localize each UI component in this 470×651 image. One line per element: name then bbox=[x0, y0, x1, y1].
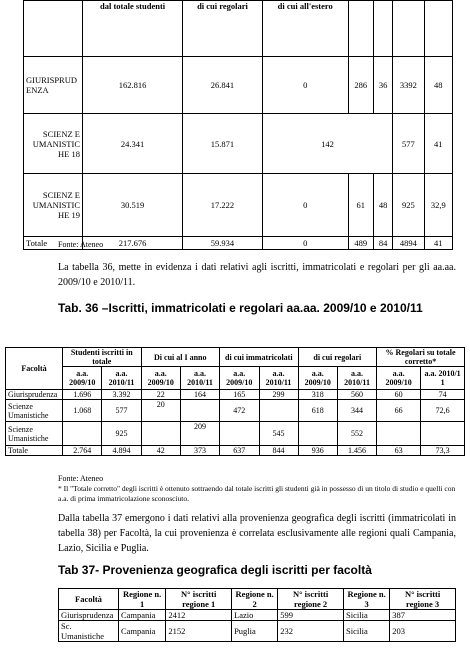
section-heading: Tab. 36 –Iscritti, immatricolati e regolari aa.aa. 2009/10 e 2010/11 bbox=[58, 301, 423, 315]
table-cell: 66 bbox=[377, 400, 421, 422]
table-cell: 59.934 bbox=[183, 237, 263, 250]
table-cell: 164 bbox=[181, 390, 220, 400]
table-cell: 203 bbox=[390, 621, 456, 642]
table-cell: 142 bbox=[262, 114, 392, 174]
table-cell: 24.341 bbox=[83, 114, 183, 174]
table-cell: 165 bbox=[220, 390, 259, 400]
table-cell: Campania bbox=[118, 621, 165, 642]
source-note: Fonte: Ateneo bbox=[58, 474, 104, 483]
row-label: SCIENZ E UMANISTIC HE 19 bbox=[24, 174, 83, 237]
table-cell: Puglia bbox=[232, 621, 278, 642]
table-cell: 4894 bbox=[393, 237, 424, 250]
table-cell: 41 bbox=[424, 114, 452, 174]
table-cell: 489 bbox=[348, 237, 373, 250]
table-header-cell: a.a. 2009/10 bbox=[377, 367, 421, 390]
table-cell: 618 bbox=[298, 400, 337, 422]
table-row bbox=[24, 114, 453, 174]
table-cell: 48 bbox=[373, 174, 392, 237]
row-label: GIURISPRUD ENZA bbox=[24, 57, 83, 114]
table-cell: 209 bbox=[181, 422, 220, 446]
table-cell: 22 bbox=[141, 390, 180, 400]
table-cell: 1.696 bbox=[63, 390, 102, 400]
table-header-cell: Di cui al I anno bbox=[141, 348, 220, 367]
table-cell: 72,6 bbox=[421, 400, 465, 422]
table-cell: 0 bbox=[262, 57, 348, 114]
enrollment-summary-table bbox=[23, 0, 453, 250]
row-label: Totale bbox=[6, 446, 63, 456]
table-subheader-row bbox=[6, 367, 465, 390]
table-cell: Campania bbox=[118, 610, 165, 621]
table-header-cell bbox=[24, 1, 83, 57]
table-row bbox=[59, 610, 456, 621]
table-header-cell: di cui regolari bbox=[298, 348, 377, 367]
table-cell: 299 bbox=[259, 390, 298, 400]
table-header-cell: di cui immatricolati bbox=[220, 348, 299, 367]
table-row bbox=[6, 400, 465, 422]
table-cell bbox=[181, 400, 220, 422]
table-cell bbox=[298, 422, 337, 446]
table-cell: 74 bbox=[421, 390, 465, 400]
table-cell: 26.841 bbox=[183, 57, 263, 114]
table-cell: 0 bbox=[262, 237, 348, 250]
table-header-cell: Regione n. 1 bbox=[118, 589, 165, 610]
table-header-cell: Regione n. 2 bbox=[232, 589, 278, 610]
table-cell: 84 bbox=[373, 237, 392, 250]
table-cell: 30.519 bbox=[83, 174, 183, 237]
table-cell: Lazio bbox=[232, 610, 278, 621]
row-label: Giurisprudenza bbox=[6, 390, 63, 400]
table-cell: 63 bbox=[377, 446, 421, 456]
geographic-origin-table-37 bbox=[58, 588, 456, 642]
paragraph: La tabella 36, mette in evidenza i dati relativi agli iscritti, immatricolati e regolari per gli aa.aa. 2009/10 e 2010/11. bbox=[58, 262, 456, 288]
table-header-cell bbox=[393, 1, 424, 57]
table-cell: 844 bbox=[259, 446, 298, 456]
table-header-cell: di cui all'estero bbox=[262, 1, 348, 57]
table-cell: 61 bbox=[348, 174, 373, 237]
table-cell: 560 bbox=[338, 390, 377, 400]
table-header-cell: Facoltà bbox=[6, 348, 63, 390]
table-row bbox=[6, 390, 465, 400]
paragraph: Dalla tabella 37 emergono i dati relativi alla provenienza geografica degli iscritti (immatricolati in tabella 38) per Facoltà, la cui provenienza è correlata esclusivamente alle regioni quali Campania, Lazio, Sicilia e Puglia. bbox=[58, 513, 456, 554]
table-cell: 48 bbox=[424, 57, 452, 114]
table-cell: Sicilia bbox=[344, 610, 390, 621]
table-cell: 577 bbox=[102, 400, 141, 422]
table-header-cell: a.a. 2009/10 bbox=[63, 367, 102, 390]
table-cell: 15.871 bbox=[183, 114, 263, 174]
table-row bbox=[6, 422, 465, 446]
table-header-cell: a.a. 2009/10 bbox=[141, 367, 180, 390]
enrollment-table-36 bbox=[5, 347, 465, 456]
row-label: Totale bbox=[24, 237, 83, 250]
table-header-cell bbox=[373, 1, 392, 57]
table-cell: 545 bbox=[259, 422, 298, 446]
table-cell: 232 bbox=[278, 621, 344, 642]
table-cell: 599 bbox=[278, 610, 344, 621]
table-cell bbox=[141, 422, 180, 446]
table-cell: 344 bbox=[338, 400, 377, 422]
table-header-cell: a.a. 2010/11 bbox=[181, 367, 220, 390]
table-header-cell: N° iscritti regione 3 bbox=[390, 589, 456, 610]
table-cell: Sicilia bbox=[344, 621, 390, 642]
table-cell: 2412 bbox=[166, 610, 232, 621]
table-header-cell: a.a. 2010/11 bbox=[338, 367, 377, 390]
table-cell: 318 bbox=[298, 390, 337, 400]
table-cell: 1.068 bbox=[63, 400, 102, 422]
footnote: * Il "Totale corretto" degli iscritti è ottenuto sottraendo dal totale iscritti gli studenti già in possesso di un titolo di studio e quelli con a.a. di prima immatricolazione sconosciuto. bbox=[58, 484, 456, 503]
table-header-cell: a.a. 2010/11 bbox=[102, 367, 141, 390]
table-cell: 552 bbox=[338, 422, 377, 446]
table-cell: 162.816 bbox=[83, 57, 183, 114]
table-cell: 387 bbox=[390, 610, 456, 621]
table-cell: 3.392 bbox=[102, 390, 141, 400]
row-label: SCIENZ E UMANISTIC HE 18 bbox=[24, 114, 83, 174]
table-cell: 17.222 bbox=[183, 174, 263, 237]
table-header-cell: N° iscritti regione 1 bbox=[166, 589, 232, 610]
row-label: Scienze Umanistiche bbox=[6, 400, 63, 422]
table-cell: 60 bbox=[377, 390, 421, 400]
table-cell bbox=[377, 422, 421, 446]
table-header-cell: di cui regolari bbox=[183, 1, 263, 57]
table-cell: 925 bbox=[393, 174, 424, 237]
table-cell: 637 bbox=[220, 446, 259, 456]
table-cell: 32,9 bbox=[424, 174, 452, 237]
table-header-cell: N° iscritti regione 2 bbox=[278, 589, 344, 610]
table-header-cell bbox=[424, 1, 452, 57]
table-cell: 42 bbox=[141, 446, 180, 456]
table-cell: 577 bbox=[393, 114, 424, 174]
table-row bbox=[59, 621, 456, 642]
table-header-cell: Regione n. 3 bbox=[344, 589, 390, 610]
table-header-cell bbox=[348, 1, 373, 57]
table-cell: 286 bbox=[348, 57, 373, 114]
table-header-cell: % Regolari su totale corretto* bbox=[377, 348, 465, 367]
table-cell: 472 bbox=[220, 400, 259, 422]
table-cell: 0 bbox=[262, 174, 348, 237]
table-header-cell: a.a. 2010/1 1 bbox=[421, 367, 465, 390]
table-cell: 2.764 bbox=[63, 446, 102, 456]
table-cell: 2152 bbox=[166, 621, 232, 642]
table-cell: 3392 bbox=[393, 57, 424, 114]
table-cell: 36 bbox=[373, 57, 392, 114]
table-cell: 73,3 bbox=[421, 446, 465, 456]
table-cell: 925 bbox=[102, 422, 141, 446]
source-note: Fonte: Ateneo bbox=[58, 240, 104, 249]
table-header-row bbox=[24, 1, 453, 57]
table-header-cell: Facoltà bbox=[59, 589, 119, 610]
table-cell bbox=[259, 400, 298, 422]
table-cell: 41 bbox=[424, 237, 452, 250]
table-header-cell: a.a. 2009/10 bbox=[298, 367, 337, 390]
table-cell: Sc. Umanistiche bbox=[59, 621, 119, 642]
table-cell bbox=[63, 422, 102, 446]
section-heading: Tab 37- Provenienza geografica degli iscritti per facoltà bbox=[58, 563, 372, 577]
table-cell: 4.894 bbox=[102, 446, 141, 456]
table-header-cell: a.a. 2010/11 bbox=[259, 367, 298, 390]
table-header-cell: Studenti iscritti in totale bbox=[63, 348, 142, 367]
table-row-total bbox=[6, 446, 465, 456]
table-cell: 936 bbox=[298, 446, 337, 456]
table-cell bbox=[421, 422, 465, 446]
table-row bbox=[24, 57, 453, 114]
table-row bbox=[24, 174, 453, 237]
table-group-header-row bbox=[6, 348, 465, 367]
table-header-cell: a.a. 2009/10 bbox=[220, 367, 259, 390]
table-cell bbox=[220, 422, 259, 446]
table-header-row bbox=[59, 589, 456, 610]
table-cell: 1.456 bbox=[338, 446, 377, 456]
table-cell: 20 bbox=[141, 400, 180, 422]
table-cell: 217.676 bbox=[83, 237, 183, 250]
table-cell: 373 bbox=[181, 446, 220, 456]
table-cell: Giurisprudenza bbox=[59, 610, 119, 621]
row-label: Scienze Umanistiche bbox=[6, 422, 63, 446]
table-header-cell: dal totale studenti bbox=[83, 1, 183, 57]
